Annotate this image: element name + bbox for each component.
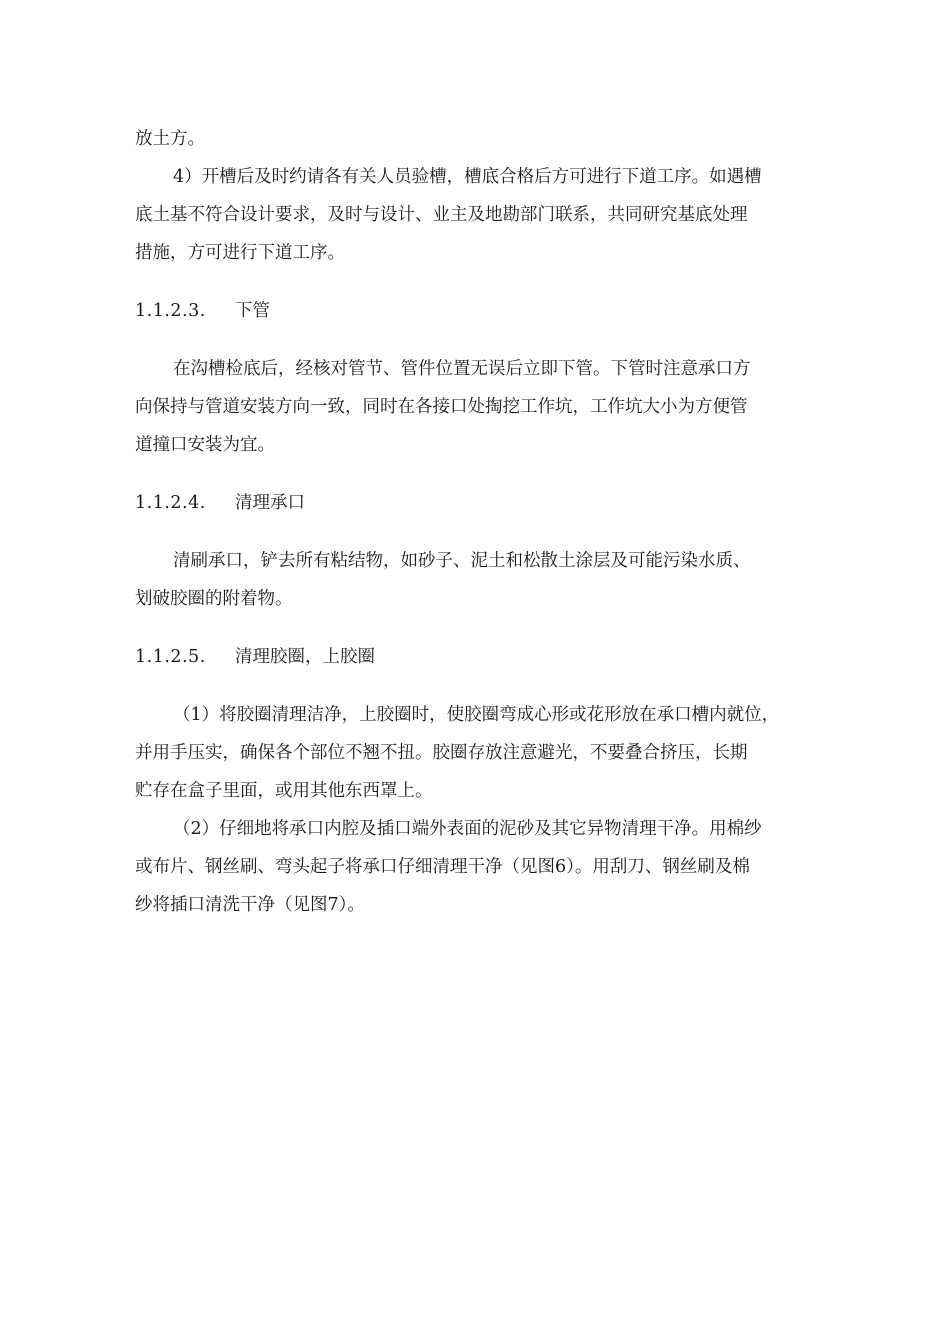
text-line: 措施，方可进行下道工序。 <box>135 243 345 263</box>
text-line: 向保持与管道安装方向一致，同时在各接口处掏挖工作坑，工作坑大小为方便管 <box>135 397 748 417</box>
section-heading-1125 <box>135 638 835 676</box>
section-heading-1124 <box>135 484 835 522</box>
text-line: 道撞口安装为宜。 <box>135 435 275 455</box>
text-line: （2）仔细地将承口内腔及插口端外表面的泥砂及其它异物清理干净。用棉纱 <box>173 819 762 839</box>
text-line: 在沟槽检底后，经核对管节、管件位置无误后立即下管。下管时注意承口方 <box>173 359 751 379</box>
section-title: 清理胶圈，上胶圈 <box>235 647 375 667</box>
section-number: 1.1.2.5. <box>135 647 206 667</box>
section-number: 1.1.2.3. <box>135 301 206 321</box>
section-number: 1.1.2.4. <box>135 493 206 513</box>
text-line: 划破胶圈的附着物。 <box>135 589 293 609</box>
section-title: 清理承口 <box>235 493 305 513</box>
text-line: 或布片、钢丝刷、弯头起子将承口仔细清理干净（见图6）。用刮刀、钢丝刷及棉 <box>135 857 750 877</box>
text-line: （1）将胶圈清理洁净，上胶圈时，使胶圈弯成心形或花形放在承口槽内就位， <box>173 705 780 725</box>
section-title: 下管 <box>235 301 270 321</box>
text-line: 放土方。 <box>135 129 205 149</box>
section-body-1125-p1 <box>135 696 835 810</box>
paragraph-item-4 <box>135 158 835 272</box>
text-line: 底土基不符合设计要求，及时与设计、业主及地勘部门联系，共同研究基底处理 <box>135 205 748 225</box>
section-heading-1123 <box>135 292 835 330</box>
document-page <box>135 120 835 924</box>
text-line: 贮存在盒子里面，或用其他东西罩上。 <box>135 781 433 801</box>
section-body-1123 <box>135 350 835 464</box>
paragraph-continued <box>135 120 835 158</box>
text-line: 纱将插口清洗干净（见图7）。 <box>135 895 365 915</box>
text-line: 并用手压实，确保各个部位不翘不扭。胶圈存放注意避光，不要叠合挤压，长期 <box>135 743 748 763</box>
text-line: 清刷承口，铲去所有粘结物，如砂子、泥土和松散土涂层及可能污染水质、 <box>173 551 751 571</box>
section-body-1124 <box>135 542 835 618</box>
text-line: 4）开槽后及时约请各有关人员验槽，槽底合格后方可进行下道工序。如遇槽 <box>173 167 762 187</box>
section-body-1125-p2 <box>135 810 835 924</box>
